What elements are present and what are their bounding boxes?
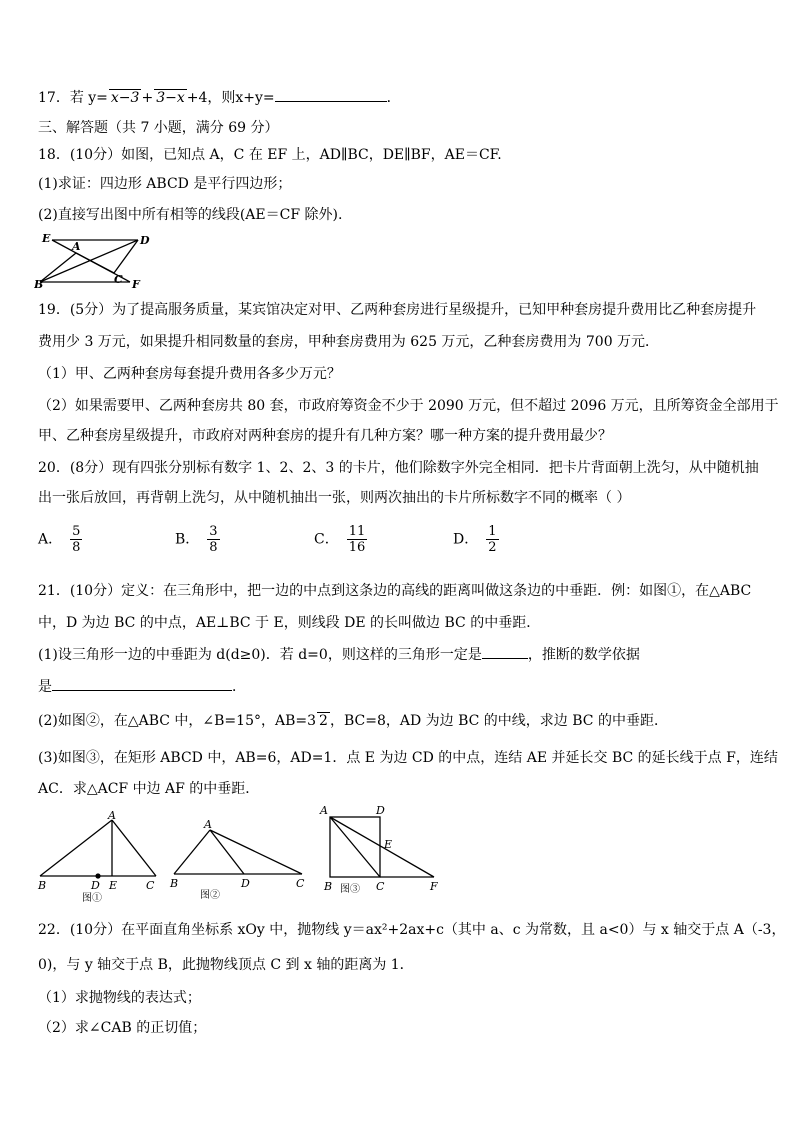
fig3-label-c: C bbox=[376, 880, 385, 893]
q21-blank-1 bbox=[482, 646, 528, 659]
fig2-label-d: D bbox=[241, 877, 250, 890]
option-a-denominator: 8 bbox=[72, 540, 81, 555]
option-d-fraction bbox=[486, 524, 498, 555]
fig2-label-c: C bbox=[296, 877, 305, 890]
q17-plus4: +4，则x+y= bbox=[186, 90, 275, 106]
q18-label-f: F bbox=[132, 278, 140, 290]
option-d-label: D． bbox=[453, 531, 479, 548]
fig3-label-b: B bbox=[324, 880, 333, 893]
q20-option-b[interactable] bbox=[175, 524, 220, 555]
option-d-numerator: 1 bbox=[488, 524, 497, 539]
fig3-caption: 图③ bbox=[340, 884, 360, 895]
q21-part2-text-b: ，BC=8，AD 为边 BC 的中线，求边 BC 的中垂距． bbox=[329, 713, 668, 729]
fig2-label-a: A bbox=[204, 818, 212, 831]
fig3-label-f: F bbox=[430, 880, 438, 893]
q21-part2-text-a: (2)如图②，在△ABC 中，∠B=15°，AB=3 bbox=[38, 713, 317, 729]
q19-part2-line1: （2）如果需要甲、乙两种套房共 80 套，市政府筹资金不少于 2090 万元，但不超过 2096 万元，且所筹资金全部用于 bbox=[38, 398, 779, 414]
q22-part2: （2）求∠CAB 的正切值； bbox=[38, 1020, 207, 1036]
q22-line2: 0)，与 y 轴交于点 B，此抛物线顶点 C 到 x 轴的距离为 1． bbox=[38, 957, 414, 973]
q20-option-a[interactable] bbox=[38, 524, 82, 555]
fig2-caption: 图② bbox=[200, 890, 220, 901]
option-b-label: B． bbox=[175, 531, 200, 548]
q21-part1-text-b: ，推断的数学依据 bbox=[527, 647, 640, 663]
q21-part2-radical: 2 bbox=[319, 713, 328, 729]
q18-label-c: C bbox=[114, 273, 123, 286]
fig1-label-d: D bbox=[91, 879, 100, 892]
q17-radical-1: x−3 bbox=[110, 90, 140, 106]
q21-blank-2 bbox=[52, 678, 232, 691]
q20-option-c[interactable] bbox=[314, 524, 367, 555]
q18-label-d: D bbox=[140, 234, 150, 247]
q17-prefix: 17．若 y= bbox=[38, 90, 108, 106]
q20-line2: 出一张后放回，再背朝上洗匀，从中随机抽出一张，则两次抽出的卡片所标数字不同的概率（ ） bbox=[38, 490, 631, 506]
q21-line2: 中，D 为边 BC 的中点，AE⊥BC 于 E，则线段 DE 的长叫做边 BC 的中垂距． bbox=[38, 615, 541, 631]
q19-part1: （1）甲、乙两种套房每套提升费用各多少万元？ bbox=[38, 366, 341, 382]
q19-line2: 费用少 3 万元，如果提升相同数量的套房，甲种套房费用为 625 万元，乙种套房费用为 700 万元． bbox=[38, 334, 660, 350]
q21-part1-line1 bbox=[38, 645, 640, 665]
q18-label-a: A bbox=[72, 240, 81, 253]
option-a-fraction bbox=[70, 524, 82, 555]
option-b-denominator: 8 bbox=[209, 540, 218, 555]
fig1-label-c: C bbox=[146, 879, 155, 892]
q17-end: ． bbox=[386, 90, 401, 106]
q18-part2: (2)直接写出图中所有相等的线段(AE＝CF 除外). bbox=[38, 207, 343, 223]
q22-part1: （1）求抛物线的表达式； bbox=[38, 990, 201, 1006]
fig3-label-a: A bbox=[320, 804, 328, 817]
option-c-label: C． bbox=[314, 531, 339, 548]
fig1-label-b: B bbox=[38, 879, 47, 892]
option-c-numerator: 11 bbox=[348, 524, 366, 539]
fig1-caption: 图① bbox=[82, 893, 102, 904]
q21-figure-3 bbox=[318, 800, 448, 900]
q17-answer-blank bbox=[275, 89, 387, 102]
q17-radical-2: 3−x bbox=[156, 90, 185, 106]
q21-part1-text-c: 是 bbox=[38, 679, 52, 695]
option-c-fraction bbox=[347, 524, 368, 555]
q21-part1-text-a: (1)设三角形一边的中垂距为 d(d≥0)．若 d=0，则这样的三角形一定是 bbox=[38, 647, 482, 663]
option-a-numerator: 5 bbox=[72, 524, 81, 539]
option-b-fraction bbox=[207, 524, 219, 555]
q19-line1: 19．(5分）为了提高服务质量，某宾馆决定对甲、乙两种套房进行星级提升，已知甲种套房提升费用比乙种套房提升 bbox=[38, 302, 757, 318]
section-heading: 三、解答题（共 7 小题，满分 69 分） bbox=[38, 120, 279, 136]
q21-part1-line2 bbox=[38, 677, 246, 697]
q18-figure bbox=[34, 228, 154, 290]
option-b-numerator: 3 bbox=[209, 524, 218, 539]
q21-part2 bbox=[38, 711, 668, 731]
q21-line1: 21．(10分）定义：在三角形中，把一边的中点到这条边的高线的距离叫做这条边的中垂距．例：如图①，在△ABC bbox=[38, 583, 752, 599]
fig2-label-b: B bbox=[170, 877, 179, 890]
q21-figure-1 bbox=[36, 810, 166, 905]
q21-part3-line2: AC．求△ACF 中边 AF 的中垂距． bbox=[38, 781, 260, 797]
q21-part1-text-d: ． bbox=[232, 679, 246, 695]
option-d-denominator: 2 bbox=[488, 540, 497, 555]
q21-figure-2 bbox=[166, 816, 316, 906]
q20-line1: 20．(8分）现有四张分别标有数字 1、2、2、3 的卡片，他们除数字外完全相同．把卡片背面朝上洗匀，从中随机抽 bbox=[38, 460, 759, 476]
fig1-label-a: A bbox=[108, 810, 116, 822]
fig3-label-e: E bbox=[384, 838, 393, 851]
q18-label-e: E bbox=[42, 232, 51, 245]
q18-part1: (1)求证：四边形 ABCD 是平行四边形； bbox=[38, 176, 292, 192]
option-c-denominator: 16 bbox=[348, 540, 366, 555]
q18-label-b: B bbox=[34, 278, 44, 290]
q21-part3-line1: (3)如图③，在矩形 ABCD 中，AB=6，AD=1．点 E 为边 CD 的中点，连结 AE 并延长交 BC 的延长线于点 F，连结 bbox=[38, 750, 778, 766]
q19-part2-line2: 甲、乙种套房星级提升，市政府对两种套房的提升有几种方案？哪一种方案的提升费用最少？ bbox=[38, 428, 612, 444]
q22-line1: 22．(10分）在平面直角坐标系 xOy 中，抛物线 y＝ax²+2ax+c（其中 a、c 为常数，且 a<0）与 x 轴交于点 A（-3， bbox=[38, 922, 786, 938]
fig3-label-d: D bbox=[376, 804, 385, 817]
q20-option-d[interactable] bbox=[453, 524, 499, 555]
fig1-label-e: E bbox=[109, 879, 118, 892]
q17-line: 17．若 y= x−3 + 3−x +4，则x+y= ． bbox=[38, 90, 401, 106]
option-a-label: A． bbox=[38, 531, 63, 548]
q18-stem: 18．(10分）如图，已知点 A，C 在 EF 上，AD∥BC，DE∥BF，AE＝CF. bbox=[38, 147, 502, 163]
